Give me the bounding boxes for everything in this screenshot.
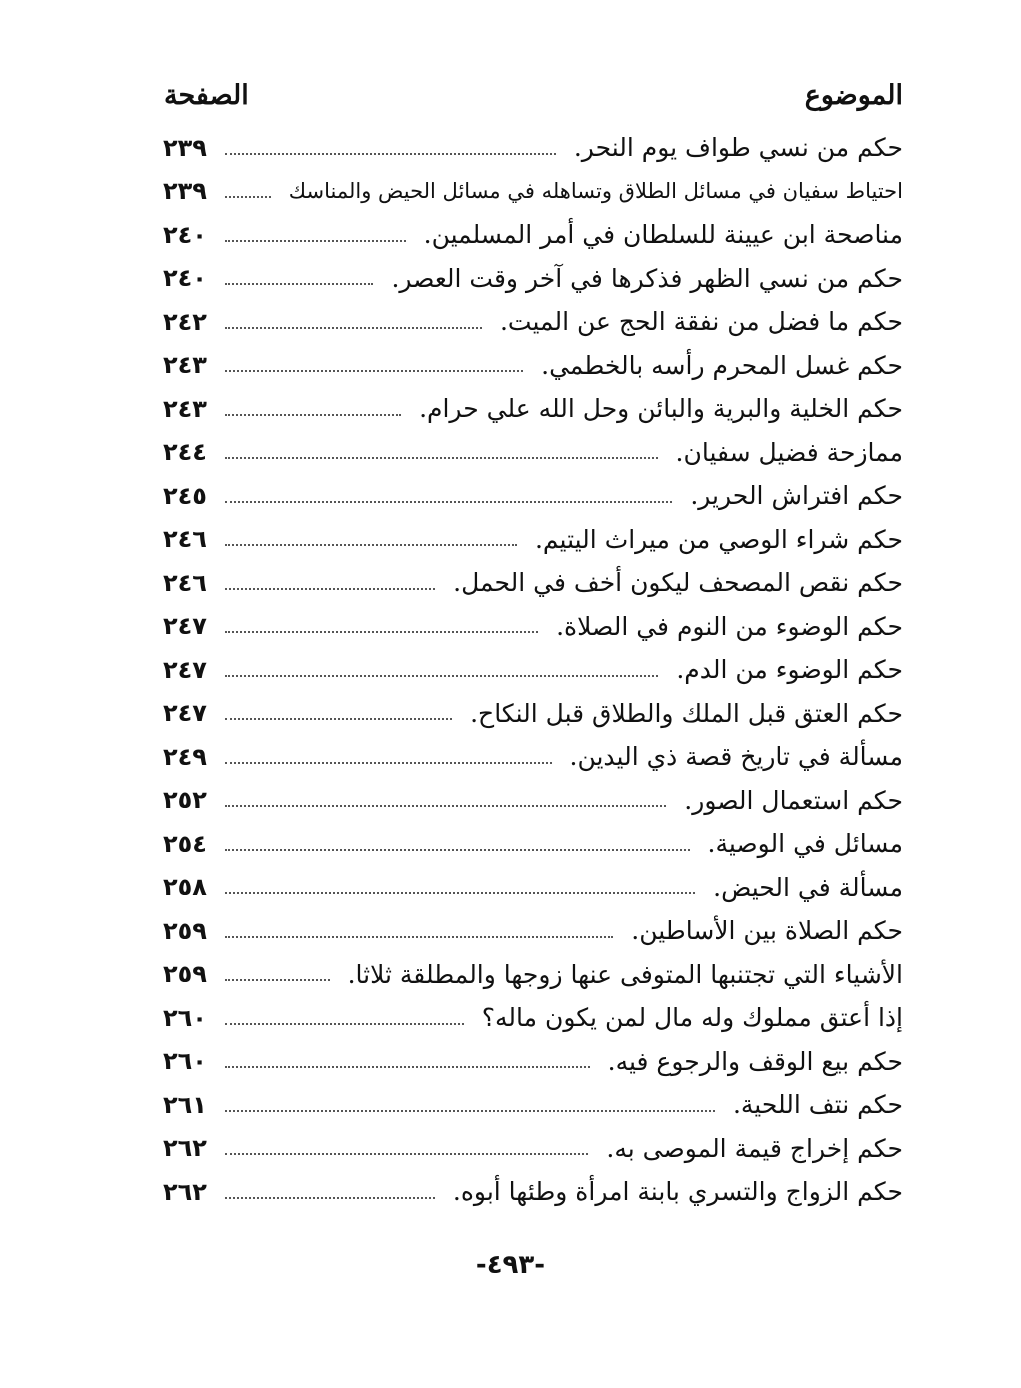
toc-entry — [163, 953, 903, 997]
toc-entry-page: ٢٤٣ — [163, 394, 207, 423]
toc-entry-title: مسائل في الوصية. — [707, 829, 903, 859]
dot-leader — [225, 240, 406, 242]
toc-entry-page: ٢٦٢ — [163, 1134, 207, 1163]
toc-entry-page: ٢٥٨ — [163, 873, 207, 902]
toc-entry-title: حكم نتف اللحية. — [732, 1090, 903, 1120]
toc-entry — [163, 779, 903, 823]
toc-entry — [163, 909, 903, 953]
dot-leader — [225, 1023, 464, 1025]
toc-entry — [163, 126, 903, 170]
toc-entry — [163, 866, 903, 910]
toc-entry-title: حكم شراء الوصي من ميراث اليتيم. — [534, 524, 903, 554]
toc-entry-title: حكم إخراج قيمة الموصى به. — [606, 1133, 903, 1163]
dot-leader — [225, 718, 452, 720]
dot-leader — [225, 588, 435, 590]
toc-entry-title: مناصحة ابن عيينة للسلطان في أمر المسلمين. — [423, 220, 903, 250]
toc-entry — [163, 257, 903, 301]
toc-entry-page: ٢٦٠ — [163, 1047, 207, 1076]
toc-entry — [163, 822, 903, 866]
toc-entry — [163, 213, 903, 257]
toc-entry-page: ٢٤٩ — [163, 742, 207, 771]
dot-leader — [225, 196, 271, 198]
toc-entry-page: ٢٥٤ — [163, 829, 207, 858]
toc-entry-page: ٢٤٧ — [163, 655, 207, 684]
toc-entry-title: حكم ما فضل من نفقة الحج عن الميت. — [499, 307, 903, 337]
dot-leader — [225, 805, 666, 807]
toc-entry — [163, 1083, 903, 1127]
dot-leader — [225, 544, 517, 546]
dot-leader — [225, 153, 556, 155]
toc-entry — [163, 648, 903, 692]
toc-entry-page: ٢٣٩ — [163, 177, 207, 206]
toc-entry-title: حكم العتق قبل الملك والطلاق قبل النكاح. — [470, 698, 903, 728]
toc-entry-title: حكم الخلية والبرية والبائن وحل الله علي حرام. — [419, 394, 903, 424]
dot-leader — [225, 936, 613, 938]
page-number-footer: -٤٩٣- — [475, 1250, 546, 1280]
toc-entry-page: ٢٦٢ — [163, 1177, 207, 1206]
toc-entry — [163, 605, 903, 649]
toc-entry — [163, 474, 903, 518]
toc-entry — [163, 1127, 903, 1171]
toc-entry-title: حكم افتراش الحرير. — [690, 481, 903, 511]
toc-entry-page: ٢٥٢ — [163, 786, 207, 815]
dot-leader — [225, 1153, 588, 1155]
dot-leader — [225, 762, 552, 764]
table-of-contents — [163, 126, 903, 1214]
toc-entry-page: ٢٤٥ — [163, 481, 207, 510]
toc-entry — [163, 996, 903, 1040]
toc-entry — [163, 387, 903, 431]
toc-entry-title: حكم الوضوء من النوم في الصلاة. — [556, 611, 903, 641]
dot-leader — [225, 631, 538, 633]
dot-leader — [225, 1197, 435, 1199]
dot-leader — [225, 675, 658, 677]
toc-entry-page: ٢٤٢ — [163, 307, 207, 336]
toc-entry-title: حكم الزواج والتسري بابنة امرأة وطئها أبوه. — [452, 1177, 903, 1207]
toc-entry-title: احتياط سفيان في مسائل الطلاق وتساهله في مسائل الحيض والمناسك — [288, 179, 903, 204]
toc-entry-title: ممازحة فضيل سفيان. — [675, 437, 903, 467]
toc-entry-page: ٢٤٠ — [163, 220, 207, 249]
dot-leader — [225, 457, 658, 459]
toc-entry — [163, 1040, 903, 1084]
toc-entry — [163, 431, 903, 475]
toc-entry — [163, 1170, 903, 1214]
toc-entry-title: الأشياء التي تجتنبها المتوفى عنها زوجها والمطلقة ثلاثا. — [347, 959, 903, 989]
dot-leader — [225, 849, 690, 851]
toc-entry-page: ٢٤٧ — [163, 612, 207, 641]
dot-leader — [225, 1066, 590, 1068]
toc-entry-title: حكم من نسي الظهر فذكرها في آخر وقت العصر. — [391, 263, 903, 293]
toc-entry-title: حكم استعمال الصور. — [684, 785, 903, 815]
toc-entry-title: مسألة في الحيض. — [713, 872, 903, 902]
dot-leader — [225, 327, 482, 329]
toc-entry-page: ٢٤٧ — [163, 699, 207, 728]
dot-leader — [225, 892, 695, 894]
toc-entry-title: مسألة في تاريخ قصة ذي اليدين. — [569, 742, 903, 772]
toc-entry — [163, 344, 903, 388]
toc-entry-page: ٢٤٦ — [163, 568, 207, 597]
toc-entry — [163, 518, 903, 562]
toc-entry-title: حكم الصلاة بين الأساطين. — [631, 916, 903, 946]
dot-leader — [225, 1110, 715, 1112]
dot-leader — [225, 979, 330, 981]
toc-entry-page: ٢٥٩ — [163, 960, 207, 989]
toc-entry-page: ٢٣٩ — [163, 133, 207, 162]
toc-entry-page: ٢٦١ — [163, 1090, 207, 1119]
topic-column-header: الموضوع — [804, 80, 903, 111]
dot-leader — [225, 283, 373, 285]
toc-entry-title: حكم الوضوء من الدم. — [676, 655, 903, 685]
dot-leader — [225, 370, 523, 372]
toc-entry-page: ٢٤٠ — [163, 264, 207, 293]
toc-entry — [163, 170, 903, 214]
toc-entry-title: إذا أعتق مملوك وله مال لمن يكون ماله؟ — [481, 1003, 903, 1033]
toc-entry-title: حكم من نسي طواف يوم النحر. — [573, 133, 903, 163]
dot-leader — [225, 414, 401, 416]
toc-entry-page: ٢٤٣ — [163, 351, 207, 380]
toc-entry-page: ٢٦٠ — [163, 1003, 207, 1032]
toc-entry — [163, 300, 903, 344]
dot-leader — [225, 501, 672, 503]
toc-entry-title: حكم بيع الوقف والرجوع فيه. — [607, 1046, 903, 1076]
toc-entry — [163, 561, 903, 605]
toc-entry-page: ٢٤٤ — [163, 438, 207, 467]
toc-entry-title: حكم غسل المحرم رأسه بالخطمي. — [541, 350, 903, 380]
toc-entry-page: ٢٤٦ — [163, 525, 207, 554]
toc-entry-title: حكم نقص المصحف ليكون أخف في الحمل. — [453, 568, 903, 598]
toc-entry — [163, 692, 903, 736]
page-column-header: الصفحة — [164, 80, 249, 111]
toc-entry — [163, 735, 903, 779]
toc-entry-page: ٢٥٩ — [163, 916, 207, 945]
